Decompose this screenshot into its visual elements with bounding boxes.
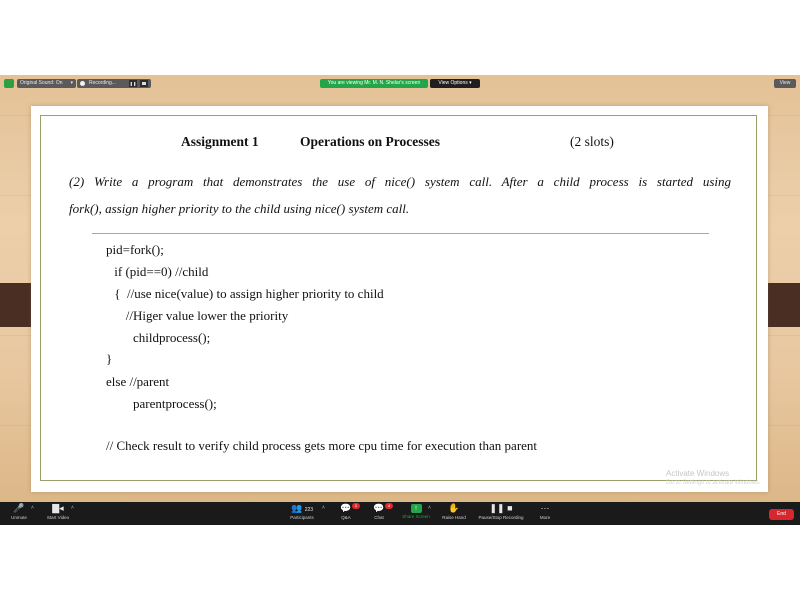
- pause-stop-icon: ❚❚ ■: [489, 503, 513, 513]
- more-button[interactable]: [535, 503, 555, 521]
- code-line: parentprocess();: [120, 396, 217, 411]
- chat-badge: 4: [385, 503, 393, 509]
- recording-indicator: [77, 79, 151, 88]
- pause-stop-label: Pause/Stop Recording: [478, 515, 524, 520]
- assignment-slots: (2 slots): [570, 134, 614, 149]
- view-button[interactable]: [774, 79, 796, 88]
- activate-windows-subtext: Go to Settings to activate Windows.: [666, 480, 761, 486]
- view-options-button[interactable]: [430, 79, 480, 88]
- end-label: End: [777, 511, 786, 517]
- raise-hand-label: Raise Hand: [442, 515, 466, 520]
- assignment-topic: Operations on Processes: [300, 134, 440, 149]
- share-screen-label: Share Screen: [402, 514, 430, 519]
- chat-label: Chat: [374, 515, 384, 520]
- participants-button[interactable]: [286, 503, 318, 521]
- chevron-up-icon[interactable]: ˄: [322, 505, 325, 511]
- hand-icon: ✋: [448, 503, 460, 513]
- code-line: }: [106, 351, 113, 366]
- participants-label: Participants: [290, 515, 314, 520]
- start-video-button[interactable]: [42, 503, 74, 521]
- viewing-banner: You are viewing Mr. M. N. Shelar's screen: [320, 79, 428, 88]
- original-sound-label: Original Sound: On: [20, 80, 63, 86]
- qa-badge: 2: [352, 503, 360, 509]
- more-label: More: [539, 515, 551, 520]
- assignment-title: Assignment 1: [181, 134, 259, 149]
- stop-recording-button[interactable]: [140, 80, 148, 87]
- shared-screen: [0, 75, 800, 502]
- raise-hand-button[interactable]: [440, 503, 468, 521]
- chevron-down-icon: ▾: [469, 80, 472, 86]
- participants-icon: 👥: [290, 503, 303, 513]
- shield-icon[interactable]: [4, 79, 14, 88]
- participants-count: 223: [304, 507, 314, 513]
- chevron-up-icon[interactable]: ˄: [428, 505, 431, 511]
- code-line: { //use nice(value) to assign higher priority to child: [111, 286, 384, 301]
- meeting-controls-bar: [0, 502, 800, 525]
- question-text-line: fork(), assign higher priority to the child using nice() system call.: [69, 201, 410, 216]
- chat-icon: 💬 4: [369, 503, 389, 514]
- end-meeting-button[interactable]: [769, 509, 794, 520]
- start-video-label: Start Video: [46, 515, 70, 520]
- code-line: //Higer value lower the priority: [116, 308, 289, 323]
- activate-windows-watermark: Activate Windows: [666, 469, 730, 478]
- code-comment-note: // Check result to verify child process gets more cpu time for execution than parent: [106, 438, 538, 453]
- chevron-up-icon[interactable]: ˄: [71, 505, 74, 511]
- slide: [31, 106, 768, 492]
- pause-recording-button[interactable]: ❚❚: [129, 81, 137, 86]
- chevron-up-icon[interactable]: ˄: [31, 505, 34, 511]
- question-text-line: (2) Write a program that demonstrates the use of nice() system call. After a child process is started using: [69, 174, 731, 189]
- share-screen-icon: ↑: [411, 504, 422, 513]
- recording-label: Recording...: [89, 80, 116, 86]
- code-line: pid=fork();: [106, 242, 164, 257]
- qa-label: Q&A: [341, 515, 351, 520]
- microphone-muted-icon: 🎤: [13, 503, 25, 513]
- divider: [92, 233, 709, 234]
- code-line: if (pid==0) //child: [111, 264, 209, 279]
- chevron-down-icon: ▾: [70, 80, 73, 86]
- code-line: else //parent: [106, 374, 170, 389]
- view-label: View: [779, 80, 791, 86]
- video-off-icon: ▇◂: [52, 503, 64, 513]
- record-icon: [80, 81, 85, 86]
- unmute-label: Unmute: [11, 515, 27, 520]
- pause-stop-recording-button[interactable]: [474, 503, 528, 521]
- original-sound-toggle[interactable]: [17, 79, 76, 88]
- code-line: childprocess();: [120, 330, 211, 345]
- view-options-label: View Options: [438, 80, 468, 86]
- participants-icon-row: [286, 503, 318, 514]
- chat-button[interactable]: [369, 503, 389, 521]
- qa-icon: 💬 2: [336, 503, 356, 514]
- qa-button[interactable]: [336, 503, 356, 521]
- more-dots-icon: ···: [540, 503, 550, 513]
- unmute-button[interactable]: [6, 503, 32, 521]
